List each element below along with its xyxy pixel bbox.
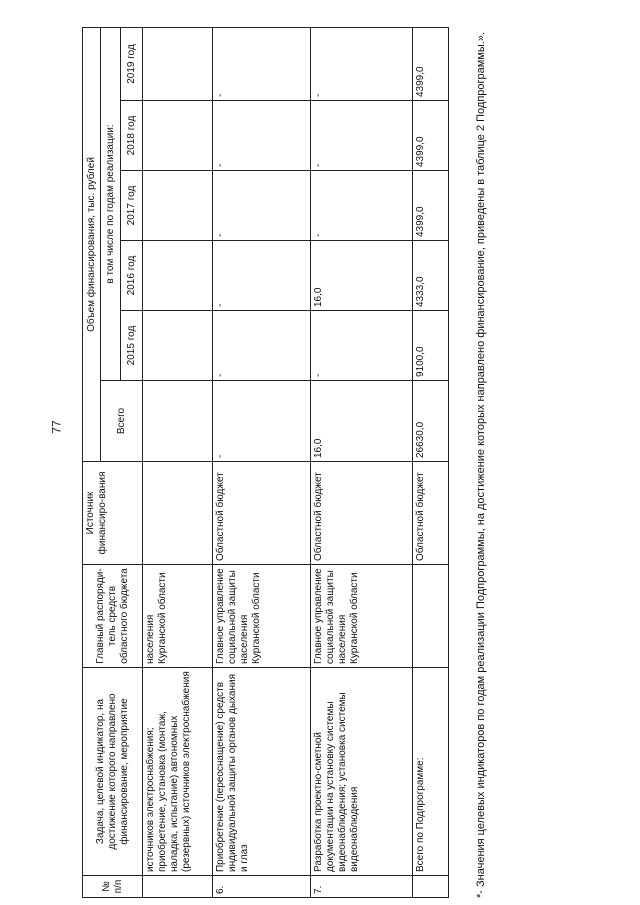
header-by-years: в том числе по годам реализации: bbox=[101, 27, 121, 380]
table-row bbox=[213, 27, 311, 897]
footnote: *- Значения целевых индикаторов по годам реализации Подпрограммы, на достижение которых направлено финансирование, приведены в таблице 2 Подпрограммы.». bbox=[475, 31, 487, 898]
row-2016: 4333,0 bbox=[413, 241, 449, 311]
row-manager: населения Курганской области bbox=[143, 565, 213, 668]
header-task: Задача, целевой индикатор, на достижение которого направлено финансирование, мероприятие bbox=[83, 668, 143, 876]
header-volume: Объем финансирования, тыс. рублей bbox=[83, 27, 101, 461]
row-source: Областной бюджет bbox=[213, 462, 311, 565]
row-2019 bbox=[143, 27, 213, 100]
row-source: Областной бюджет bbox=[413, 462, 449, 565]
row-2018: - bbox=[213, 101, 311, 171]
row-2019: - bbox=[213, 27, 311, 100]
row-2019: - bbox=[311, 27, 413, 100]
row-2015: 9100,0 bbox=[413, 311, 449, 381]
row-num bbox=[143, 876, 213, 898]
header-2015: 2015 год bbox=[121, 311, 143, 381]
row-source: Областной бюджет bbox=[311, 462, 413, 565]
header-2019: 2019 год bbox=[121, 27, 143, 100]
header-source: Источник финансиро-вания bbox=[83, 462, 143, 565]
row-num bbox=[413, 876, 449, 898]
header-manager: Главный распоряди-тель средств областного бюджета bbox=[83, 565, 143, 668]
row-manager: Главное управление социальной защиты населения Курганской области bbox=[213, 565, 311, 668]
row-2018: - bbox=[311, 101, 413, 171]
row-task: Приобретение (переоснащение) средств индивидуальной защиты органов дыхания и глаз bbox=[213, 668, 311, 876]
row-total bbox=[143, 381, 213, 462]
table-row bbox=[311, 27, 413, 897]
row-2017: 4399,0 bbox=[413, 171, 449, 241]
row-2017: - bbox=[213, 171, 311, 241]
header-num: № п/п bbox=[83, 876, 143, 898]
row-2015 bbox=[143, 311, 213, 381]
header-total: Всего bbox=[101, 381, 143, 462]
row-2015: - bbox=[213, 311, 311, 381]
page-number: 77 bbox=[49, 420, 64, 434]
row-num: 6. bbox=[213, 876, 311, 898]
row-total: - bbox=[213, 381, 311, 462]
row-task: Всего по Подпрограмме: bbox=[413, 668, 449, 876]
row-2016: 16,0 bbox=[311, 241, 413, 311]
row-2018: 4399,0 bbox=[413, 101, 449, 171]
row-2015: - bbox=[311, 311, 413, 381]
financing-table bbox=[82, 27, 449, 898]
row-total: 16,0 bbox=[311, 381, 413, 462]
table-row bbox=[143, 27, 213, 897]
header-2018: 2018 год bbox=[121, 101, 143, 171]
row-task: источников электроснабжения; приобретение, установка (монтаж, наладка, испытание) автономных (резервных) источников электроснабжения bbox=[143, 668, 213, 876]
row-manager bbox=[413, 565, 449, 668]
header-2017: 2017 год bbox=[121, 171, 143, 241]
row-total: 26630,0 bbox=[413, 381, 449, 462]
row-2019: 4399,0 bbox=[413, 27, 449, 100]
row-task: Разработка проектно-сметной документации на установку системы видеонаблюдения; установка системы видеонаблюдения bbox=[311, 668, 413, 876]
rotated-page-content bbox=[82, 28, 487, 898]
row-2018 bbox=[143, 101, 213, 171]
row-manager: Главное управление социальной защиты населения Курганской области bbox=[311, 565, 413, 668]
header-2016: 2016 год bbox=[121, 241, 143, 311]
row-2016 bbox=[143, 241, 213, 311]
row-source bbox=[143, 462, 213, 565]
row-2016: - bbox=[213, 241, 311, 311]
table-row-total bbox=[413, 27, 449, 897]
row-num: 7. bbox=[311, 876, 413, 898]
row-2017: - bbox=[311, 171, 413, 241]
row-2017 bbox=[143, 171, 213, 241]
